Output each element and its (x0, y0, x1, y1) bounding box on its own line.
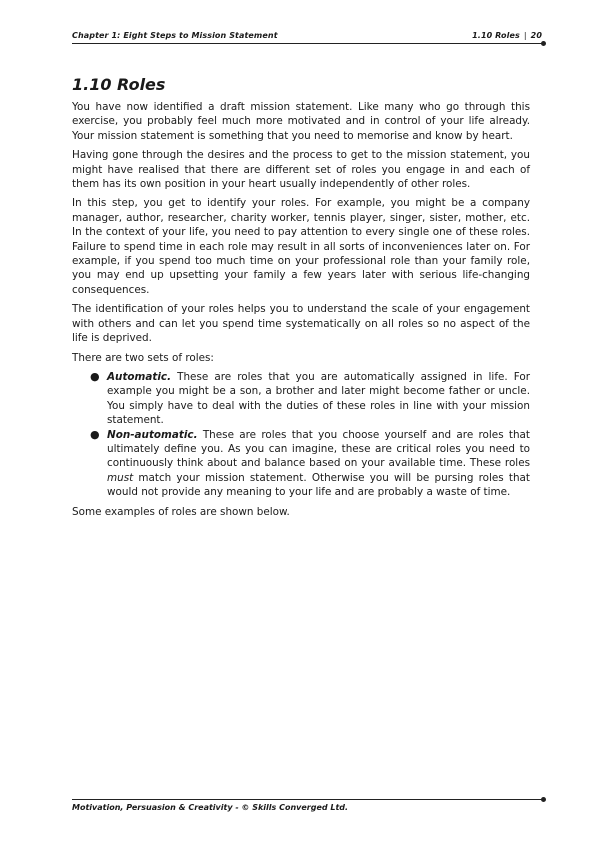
closing-paragraph: Some examples of roles are shown below. (72, 505, 290, 518)
paragraph: There are two sets of roles: (72, 351, 214, 364)
footer-rule-end-dot (541, 797, 546, 802)
bullet-icon: ● (90, 369, 100, 383)
list-item-term: Automatic. (107, 370, 172, 383)
list-item-emphasis: must (107, 471, 134, 484)
header-chapter-title: Chapter 1: Eight Steps to Mission Statement (72, 31, 278, 40)
list-item-automatic (90, 369, 530, 428)
header-rule (72, 43, 544, 44)
list-item-text: These are roles that you are automatically assigned in life. For example you might be a son, a brother and later might become father or uncle. You simply have to deal with the duties of these roles in line with your mission statement. (107, 370, 530, 427)
running-header (72, 31, 542, 40)
paragraph: The identification of your roles helps you to understand the scale of your engagement with others and can let you spend time systematically on all roles so no aspect of the life is deprived. (72, 303, 530, 345)
header-rule-end-dot (541, 41, 546, 46)
section-heading: 1.10 Roles (72, 75, 166, 94)
main-content (72, 74, 530, 524)
paragraph: In this step, you get to identify your roles. For example, you might be a company manager, author, researcher, charity worker, tennis player, singer, sister, mother, etc. In the context of your life, you need to pay attention to every single one of these roles. Failure to spend time in each role may result in all sorts of inconveniences later on. For example, if you spend too much time on your professional role than your family role, you may end up upsetting your family a few years later with serious life-changing consequences. (72, 197, 530, 296)
list-item-text: These are roles that you choose yourself and are roles that ultimately define you. As you can imagine, these are critical roles you need to continuously think about and balance based on your available time. These roles (107, 428, 530, 470)
header-right (472, 31, 542, 40)
list-item-non-automatic (90, 427, 530, 500)
list-item-term: Non-automatic. (107, 428, 198, 441)
bullet-icon: ● (90, 427, 100, 441)
footer-rule (72, 799, 544, 800)
list-item-text: match your mission statement. Otherwise you will be pursing roles that would not provide any meaning to your life and are probably a waste of time. (107, 471, 530, 499)
paragraph: Having gone through the desires and the process to get to the mission statement, you might have realised that there are different set of roles you engage in and each of them has its own position in your heart usually independently of other roles. (72, 149, 530, 191)
header-section-title: 1.10 Roles (472, 31, 520, 40)
roles-list (72, 370, 530, 500)
page-number: 20 (530, 31, 542, 40)
header-separator: | (523, 31, 527, 40)
paragraph: You have now identified a draft mission statement. Like many who go through this exercise, you probably feel much more motivated and in control of your life already. Your mission statement is something that you need to memorise and know by heart. (72, 101, 530, 142)
running-footer: Motivation, Persuasion & Creativity - © Skills Converged Ltd. (72, 803, 349, 812)
